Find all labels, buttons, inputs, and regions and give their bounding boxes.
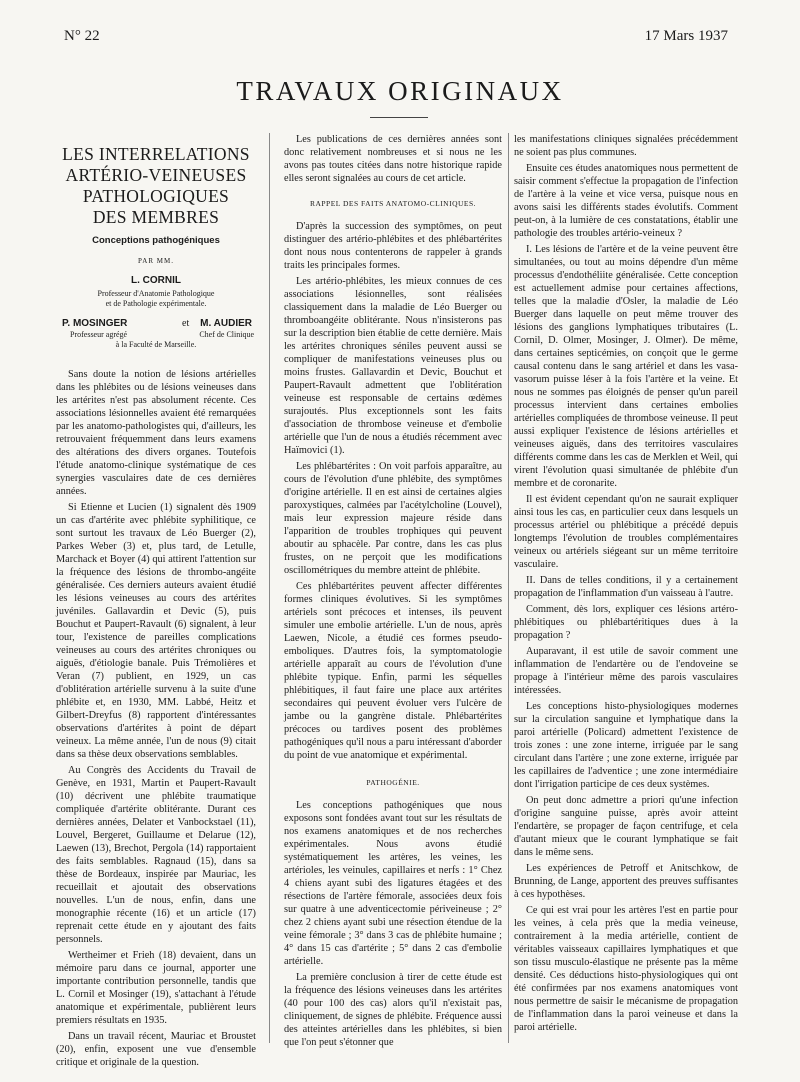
paragraph: Ces phlébartérites peuvent affecter différentes formes cliniques évolutives. Si les symptômes artériels sont précoces et intenses, ils peuvent simuler une embolie artérielle. L'un de nous, après Laewen, Nicole, a étudié ces formes pseudo-emboliques. D'autres fois, la symptomatologie artérielle apparaît au cours de l'évolution d'une phlébite typique. Enfin, parmi les séquelles phlébitiques, il faut faire une place aux artérites secondaires qui peuvent évoluer vers l'ulcère de jambe ou la gangrène distale. Phlébartérites précoces ou tardives posent des problèmes pathogéniques qu'il nous a paru intéressant d'aborder du point de vue anatomique et expérimental. bbox=[284, 581, 502, 761]
section-heading-pathogenie: PATHOGÉNIE. bbox=[366, 778, 420, 787]
author-conjunction: et bbox=[182, 318, 190, 329]
paragraph: II. Dans de telles conditions, il y a certainement propagation de l'inflammation d'un vaisseau à l'autre. bbox=[514, 575, 738, 599]
author-cornil: L. CORNIL bbox=[131, 275, 181, 286]
paragraph: La première conclusion à tirer de cette étude est la fréquence des lésions veineuses dans les artérites (40 pour 100 des cas) alors qu'il n'existait pas, cliniquement, de signes de phlébite. Fréquence aussi des atteintes artérielles dans les phlébites, si bien que l'on peut s'étonner que bbox=[284, 972, 502, 1048]
paragraph: Ensuite ces études anatomiques nous permettent de saisir comment s'effectue la propagation de l'infection de l'artère à la veine et vice versa, puisque nous en avons saisi les différents stades évolutifs. Comment peut-on, à la lumière de ces constatations, établir une pathologie des troubles artério-veineux ? bbox=[514, 163, 738, 239]
column-divider bbox=[269, 133, 270, 1043]
article-title-line: DES MEMBRES bbox=[92, 207, 220, 227]
faculty-line: à la Faculté de Marseille. bbox=[115, 340, 197, 349]
paragraph: Les conceptions histo-physiologiques modernes sur la circulation sanguine et lymphatique dans la paroi artérielle (Policard) admettent l'existence de trois zones : une zone interne, irriguée par le sang circulant dans l'artère ; une zone externe, irriguée par les capillaires de l'adventice ; une zone intermédiaire dont l'irrigation participe de ces deux systèmes. bbox=[514, 701, 738, 790]
paragraph: On peut donc admettre a priori qu'une infection d'origine sanguine puisse, après avoir atteint l'endartère, se propager de façon centrifuge, et cela d'autant mieux que le courant lymphatique se fait dans le même sens. bbox=[514, 795, 738, 858]
author-audier: M. AUDIER bbox=[200, 318, 252, 329]
title-divider bbox=[370, 117, 428, 118]
paragraph: Les conceptions pathogéniques que nous exposons sont fondées avant tout sur les résultats de nos examens anatomiques et de nos recherches expérimentales. Nous avons étudié systématiquement les artères, les veines, les artérioles, les veinules, capillaires et nerfs : 1° Chez 4 chiens ayant subi des ligatures étagées et des résections de l'artère fémorale, associées deux fois sur quatre à une adventicectomie périveineuse ; 2° chez 2 chiens ayant subi une résection étendue de la veine fémorale ; 3° dans 3 cas de phlébite humaine ; 4° dans 15 cas d'artérite ; 5° dans 2 cas d'embolie artérielle. bbox=[284, 800, 502, 967]
affiliation-line: Professeur d'Anatomie Pathologique bbox=[97, 289, 215, 298]
paragraph: Si Etienne et Lucien (1) signalent dès 1909 un cas d'artérite avec phlébite syphilitique, ce sont surtout les travaux de Léo Buerger (2), Parkes Weber (3) et, plus tard, de Letulle, Marchack et Boyer (4) qui attirent l'attention sur la fréquence des lésions de thrombo-angéite généralisée. Ces derniers auteurs avaient étudié les lésions veineuses au cours des artérites juvéniles. Gallavardin et Devic (5), puis Bouchut et Paupert-Ravault (6) signalent, à leur tour, l'existence de pareilles complications veineuses au cours des artérites chroniques ou aiguës, d'étiologie banale. Puis Trémolières et Veran (7) publient, en 1929, un cas d'oblitération artérielle survenu à la suite d'une phlébite et, en 1930, MM. Labbé, Heitz et Gilbert-Dreyfus (8) rapportent d'intéressantes observations d'artérites à point de départ veineux. La même année, l'un de nous (9) citait dans sa thèse deux observations semblables. bbox=[56, 502, 256, 760]
paragraph: Wertheimer et Frieh (18) devaient, dans un mémoire paru dans ce journal, apporter une importante contribution personnelle, tandis que L. Cornil et Mosinger (19), s'attachant à l'étude anatomique et expérimentale, publièrent leurs premiers résultats en 1935. bbox=[56, 950, 256, 1026]
paragraph: I. Les lésions de l'artère et de la veine peuvent être simultanées, ou tout au moins dépendre d'un même processus d'endothéliite généralisée. Cette conception est actuellement admise pour certaines affections, telles que la maladie d'Osler, la maladie de Léo Buerger dans laquelle on peut même trouver des lésions des ganglions lymphatiques tributaires (L. Cornil, D. Olmer, Mosinger, J. Olmer). De même, dans certaines septicémies, on conçoit que le germe causal contenu dans le sang artériel et dans les vasa-vasorum puisse léser à la fois l'artère et la veine. Et nous ne sommes pas éloignés de penser qu'un pareil processus intervient dans certaines embolies artérielles compliquées de thrombose veineuse. Il peut aussi expliquer l'existence de lésions artérielles et veineuses aiguës, dans des territoires vasculaires différents comme dans les cas de Merklen et Weil, qui virent l'évolution quasi simultanée de phlébite d'un membre et de coronarite. bbox=[514, 244, 738, 489]
author-audier-affiliation: Chef de Clinique bbox=[199, 330, 254, 339]
author-mosinger-affiliation: Professeur agrégé bbox=[70, 330, 128, 339]
paragraph: Sans doute la notion de lésions artérielles dans les phlébites ou de lésions veineuses dans les artérites n'est pas absolument récente. Ces associations lésionnelles avaient été remarquées par les anatomo-pathologistes qui, d'ailleurs, les retrouvaient fréquemment dans leurs examens des altérations des divers organes. Toutefois l'étude anatomo-clinique systématique de ces synergies vasculaires date de ces dernières années. bbox=[56, 369, 256, 497]
paragraph: Les phlébartérites : On voit parfois apparaître, au cours de l'évolution d'une phlébite, des symptômes d'origine artérielle. Il en est ainsi de certaines algies paroxystiques, calmées par l'acétylcholine (Louvel), mais leur expression majeure réside dans l'apparition de troubles trophiques qui peuvent aboutir au sphacèle. Par contre, dans les cas plus frustes, on ne perçoit que les modifications oscillométriques du membre atteint de phlébite. bbox=[284, 461, 502, 576]
author-cornil-affiliation bbox=[56, 289, 256, 309]
affiliation-line: et de Pathologie expérimentale. bbox=[105, 299, 207, 308]
paragraph: Auparavant, il est utile de savoir comment une inflammation de l'endartère ou de l'endoveine se propage à l'intérieur même des parois vasculaires intéressées. bbox=[514, 646, 738, 696]
issue-date: 17 Mars 1937 bbox=[644, 28, 728, 44]
column-1 bbox=[56, 130, 256, 1072]
paragraph: les manifestations cliniques signalées précédemment ne soient pas plus communes. bbox=[514, 134, 738, 158]
article-title bbox=[56, 144, 256, 228]
paragraph: Les expériences de Petroff et Anitschkow, de Brunning, de Lange, apportent des preuves suffisantes à ces hypothèses. bbox=[514, 863, 738, 900]
column-divider bbox=[508, 133, 509, 1043]
paragraph: Comment, dès lors, expliquer ces lésions artéro-phlébitiques ou phlébartéritiques dues à la propagation ? bbox=[514, 604, 738, 641]
issue-number: N° 22 bbox=[64, 28, 100, 44]
running-header bbox=[64, 28, 728, 50]
author-mosinger: P. MOSINGER bbox=[62, 318, 128, 329]
paragraph: Dans un travail récent, Mauriac et Broustet (20), enfin, exposent une vue d'ensemble critique et originale de la question. bbox=[56, 1031, 256, 1068]
section-heading-rappel: RAPPEL DES FAITS ANATOMO-CLINIQUES. bbox=[309, 199, 477, 208]
page-title: TRAVAUX ORIGINAUX bbox=[236, 76, 564, 106]
column-2 bbox=[284, 133, 502, 1052]
paragraph: Les publications de ces dernières années sont donc relativement nombreuses et si nous ne les avons pas toutes citées dans notre historique rapide elles seront signalées au cours de cet article. bbox=[284, 134, 502, 184]
article-title-line: PATHOLOGIQUES bbox=[82, 186, 230, 206]
paragraph: Il est évident cependant qu'on ne saurait expliquer ainsi tous les cas, en particulier ceux dans lesquels un processus artériel ou phlébitique a précédé depuis longtemps l'évolution de troubles complémentaires veineux ou artériels siégeant sur un même territoire vasculaire. bbox=[514, 494, 738, 570]
column-3 bbox=[514, 133, 738, 1037]
paragraph: D'après la succession des symptômes, on peut distinguer des artério-phlébites et des phlébartérites dont nous nous contenterons de rappeler à grands traits les principales formes. bbox=[284, 221, 502, 271]
article-title-line: ARTÉRIO-VEINEUSES bbox=[65, 165, 247, 185]
byline-par: PAR MM. bbox=[138, 257, 174, 265]
article-subtitle: Conceptions pathogéniques bbox=[92, 235, 220, 246]
paragraph: Au Congrès des Accidents du Travail de Genève, en 1931, Martin et Paupert-Ravault (10) décrivent une phlébite traumatique compliquée d'artérite oblitérante. Durant ces dernières années, Delater et Vanbockstael (11), Louvel, Bergeret, Guillaume et Delarue (12), Laewen (13), Brechot, Pergola (14) rapportaient des faits semblables. Ragnaud (15), dans sa thèse de Bordeaux, inspirée par Mauriac, les recueillait et ajoutait des observations nouvelles. L'un de nous, enfin, dans une monographie récente (16) et un article (17) reprenait cette étude en y ajoutant des faits personnels. bbox=[56, 765, 256, 945]
author-affiliations bbox=[56, 330, 256, 352]
paragraph: Ce qui est vrai pour les artères l'est en partie pour les veines, à cela près que la media veineuse, contrairement à la media artérielle, contient de véritables vaisseaux capillaires lymphatiques et que son tissu musculo-élastique ne présente pas la même densité. Ces déductions histo-physiologiques qui ont été confirmées par nos examens anatomiques vont nous permettre de saisir le mécanisme de propagation de l'inflammation dans la paroi veineuse et dans la paroi artérielle. bbox=[514, 905, 738, 1033]
author-row bbox=[56, 317, 256, 330]
paragraph: Les artério-phlébites, les mieux connues de ces associations lésionnelles, sont réalisées classiquement dans la maladie de Léo Buerger ou thromboangéite oblitérante. Nous n'insisterons pas sur la description bien établie de cette dernière. Mais les artérites chroniques séniles peuvent aussi se compliquer de manifestations veineuses plus ou moins frustes. Gallavardin et Devic, Bouchut et Paupert-Ravault admettent que l'oblitération veineuse est responsable de certains œdèmes surajoutés. Plus exceptionnels sont les faits d'association de thrombose veineuse et d'embolie artérielle que l'un de nous a étudiés récemment avec Haïmovici (1). bbox=[284, 276, 502, 456]
article-title-line: LES INTERRELATIONS bbox=[62, 144, 250, 164]
